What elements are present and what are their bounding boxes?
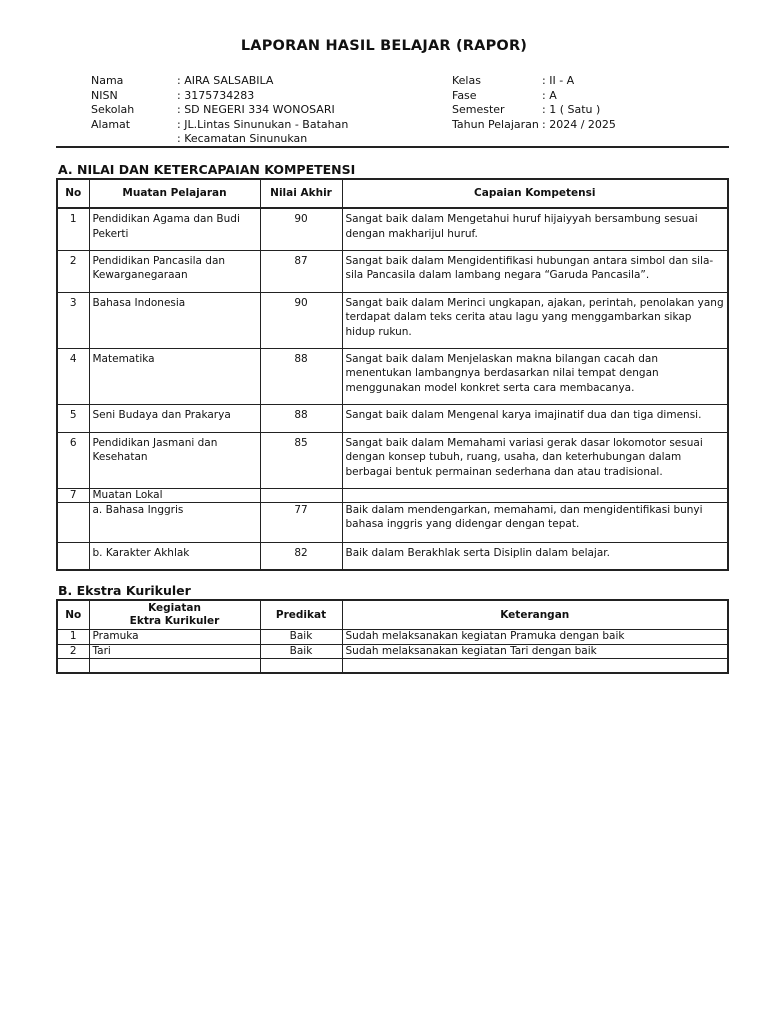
info-label: Sekolah — [91, 103, 135, 116]
row-grade: Baik — [260, 630, 342, 645]
table-row — [57, 208, 728, 250]
row-score: 90 — [260, 208, 342, 250]
header-grade: Predikat — [260, 600, 342, 630]
row-competency: Baik dalam mendengarkan, memahami, dan mengidentifikasi bunyi bahasa inggris yang didengar dengan tepat. — [342, 502, 728, 542]
info-label: Alamat — [91, 117, 131, 131]
info-value: : AIRA SALSABILA — [177, 74, 274, 87]
info-row-name — [91, 74, 348, 89]
table-row — [57, 502, 728, 542]
table-row — [57, 630, 728, 645]
info-row-nisn — [91, 89, 348, 104]
table-row — [57, 404, 728, 432]
info-value: : 2024 / 2025 — [542, 117, 616, 131]
info-label: Tahun Pelajaran — [452, 117, 539, 131]
info-value: : A — [542, 88, 557, 102]
row-score: 77 — [260, 502, 342, 542]
row-subject: b. Karakter Akhlak — [89, 542, 260, 570]
row-score: 82 — [260, 542, 342, 570]
info-row-address-2 — [91, 132, 348, 147]
table-row — [57, 644, 728, 659]
table-row — [57, 542, 728, 570]
header-no: No — [57, 179, 89, 208]
row-score: 87 — [260, 250, 342, 292]
info-row-phase — [452, 89, 616, 104]
table-row — [57, 292, 728, 348]
row-score: 88 — [260, 404, 342, 432]
info-label: NISN — [91, 88, 118, 102]
row-competency: Sangat baik dalam Mengetahui huruf hijaiyyah bersambung sesuai dengan makharijul huruf. — [342, 208, 728, 250]
row-no: 2 — [57, 644, 89, 659]
row-score: 85 — [260, 432, 342, 488]
info-value: : SD NEGERI 334 WONOSARI — [177, 103, 335, 116]
info-label: Kelas — [452, 74, 481, 87]
row-subject: Pendidikan Pancasila dan Kewarganegaraan — [89, 250, 260, 292]
row-subject: Bahasa Indonesia — [89, 292, 260, 348]
table-row — [57, 250, 728, 292]
row-competency: Sangat baik dalam Memahami variasi gerak dasar lokomotor sesuai dengan konsep tubuh, ruang, usaha, dan keterhubungan dalam berbagai bentuk permainan sederhana dan atau tradisional. — [342, 432, 728, 488]
row-subject: Matematika — [89, 348, 260, 404]
info-value: : 1 ( Satu ) — [542, 103, 601, 116]
local-subject-label: Muatan Lokal — [89, 488, 260, 502]
row-no: 4 — [57, 348, 89, 404]
table-row — [57, 432, 728, 488]
row-no: 6 — [57, 432, 89, 488]
info-row-semester — [452, 103, 616, 118]
info-value: : II - A — [542, 74, 575, 87]
row-no: 1 — [57, 208, 89, 250]
report-title: LAPORAN HASIL BELAJAR (RAPOR) — [240, 38, 528, 54]
row-subject: Pendidikan Agama dan Budi Pekerti — [89, 208, 260, 250]
row-activity: Pramuka — [89, 630, 260, 645]
info-row-address — [91, 118, 348, 133]
row-subject: Seni Budaya dan Prakarya — [89, 404, 260, 432]
grades-header-row — [57, 179, 728, 208]
header-competency: Capaian Kompetensi — [342, 179, 728, 208]
header-activity-line1: Kegiatan — [148, 602, 201, 614]
header-score: Nilai Akhir — [260, 179, 342, 208]
info-value: : 3175734283 — [177, 88, 255, 102]
row-competency: Baik dalam Berakhlak serta Disiplin dalam belajar. — [342, 542, 728, 570]
header-activity-line2: Ektra Kurikuler — [129, 615, 220, 627]
header-divider — [56, 146, 729, 148]
header-note: Keterangan — [342, 600, 728, 630]
row-no: 2 — [57, 250, 89, 292]
row-competency: Sangat baik dalam Menjelaskan makna bilangan cacah dan menentukan lambangnya berdasarkan nilai tempat dengan menggunakan model konkret serta cara membacanya. — [342, 348, 728, 404]
row-note: Sudah melaksanakan kegiatan Pramuka dengan baik — [342, 630, 728, 645]
header-activity — [89, 600, 260, 630]
info-row-school — [91, 103, 348, 118]
row-grade: Baik — [260, 644, 342, 659]
header-no: No — [57, 600, 89, 630]
row-score: 88 — [260, 348, 342, 404]
row-competency: Sangat baik dalam Merinci ungkapan, ajakan, perintah, penolakan yang terdapat dalam teks cerita atau lagu yang menggambarkan sikap hidup rukun. — [342, 292, 728, 348]
grades-table — [56, 178, 729, 571]
extracurricular-table — [56, 599, 729, 674]
info-label: Fase — [452, 88, 477, 102]
info-label: Semester — [452, 103, 505, 116]
row-competency: Sangat baik dalam Mengenal karya imajinatif dua dan tiga dimensi. — [342, 404, 728, 432]
row-score: 90 — [260, 292, 342, 348]
local-subject-header-row — [57, 488, 728, 502]
row-note: Sudah melaksanakan kegiatan Tari dengan baik — [342, 644, 728, 659]
row-subject: a. Bahasa Inggris — [89, 502, 260, 542]
info-label — [91, 132, 177, 147]
student-info-right — [452, 74, 616, 132]
row-no: 7 — [57, 488, 89, 502]
header-subject: Muatan Pelajaran — [89, 179, 260, 208]
info-row-year — [452, 118, 616, 133]
info-value: : Kecamatan Sinunukan — [177, 132, 308, 145]
student-info-left — [91, 74, 348, 147]
table-row — [57, 348, 728, 404]
info-row-class — [452, 74, 616, 89]
row-no: 1 — [57, 630, 89, 645]
section-a-title: A. NILAI DAN KETERCAPAIAN KOMPETENSI — [58, 162, 356, 177]
row-activity: Tari — [89, 644, 260, 659]
row-subject: Pendidikan Jasmani dan Kesehatan — [89, 432, 260, 488]
row-competency: Sangat baik dalam Mengidentifikasi hubungan antara simbol dan sila-sila Pancasila dalam lambang negara “Garuda Pancasila”. — [342, 250, 728, 292]
table-row-empty — [57, 659, 728, 674]
row-no: 3 — [57, 292, 89, 348]
section-b-title: B. Ekstra Kurikuler — [58, 583, 191, 598]
info-label: Nama — [91, 74, 124, 87]
row-no: 5 — [57, 404, 89, 432]
extracurricular-header-row — [57, 600, 728, 630]
info-value: : JL.Lintas Sinunukan - Batahan — [177, 117, 349, 131]
